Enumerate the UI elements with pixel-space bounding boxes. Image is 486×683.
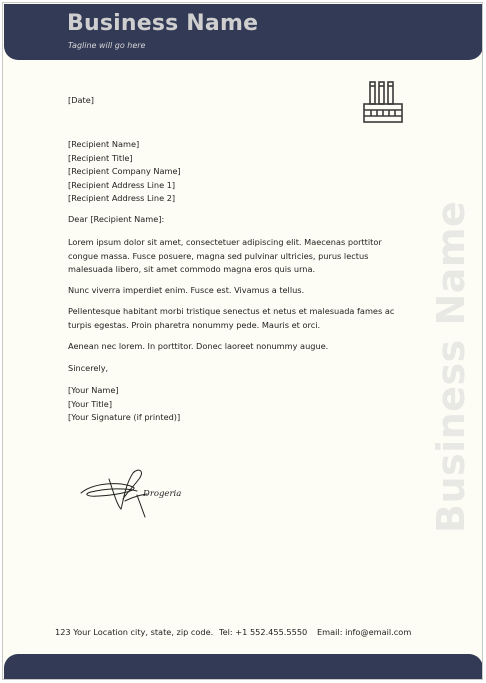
recipient-address-1: [Recipient Address Line 1] [68,179,176,190]
salutation: Dear [Recipient Name]: [68,214,165,224]
sender-title: [Your Title] [68,398,113,409]
footer-tel: Tel: +1 552.455.5550 [219,627,308,637]
svg-text:Drogeria: Drogeria [143,489,182,499]
letterhead-page [2,2,483,680]
sender-signature-printed: [Your Signature (if printed)] [68,412,181,422]
body-paragraph-1: Lorem ipsum dolor sit amet, consectetuer adipiscing elit. Maecenas porttitor congue massa. Fusce posuere, magna sed pulvinar ultricies, purus lectus malesuada libero, sit amet commodo magna eros quis urna. [68,237,382,274]
business-name-watermark: Business Name [429,200,473,533]
tagline: Tagline will go here [68,41,146,50]
closing: Sincerely, [68,363,109,373]
handwritten-signature [79,465,189,523]
body-paragraph-3: Pellentesque habitant morbi tristique senectus et netus et malesuada fames ac turpis egestas. Proin pharetra nonummy pede. Mauris et orci. [68,306,395,330]
footer-band [4,654,483,680]
letter-date: [Date] [68,95,94,105]
body-paragraph-4: Aenean nec lorem. In porttitor. Donec laoreet nonummy augue. [68,341,329,351]
recipient-name: [Recipient Name] [68,139,140,149]
footer-address: 123 Your Location city, state, zip code. [55,627,214,637]
recipient-address-2: [Recipient Address Line 2] [68,193,176,203]
footer-email: Email: info@email.com [317,627,412,637]
factory-icon [361,79,405,125]
business-name: Business Name [67,11,259,36]
recipient-title: [Recipient Title] [68,152,133,163]
sender-name: [Your Name] [68,385,119,395]
recipient-company: [Recipient Company Name] [68,166,181,176]
body-paragraph-2: Nunc viverra imperdiet enim. Fusce est. Vivamus a tellus. [68,285,305,295]
